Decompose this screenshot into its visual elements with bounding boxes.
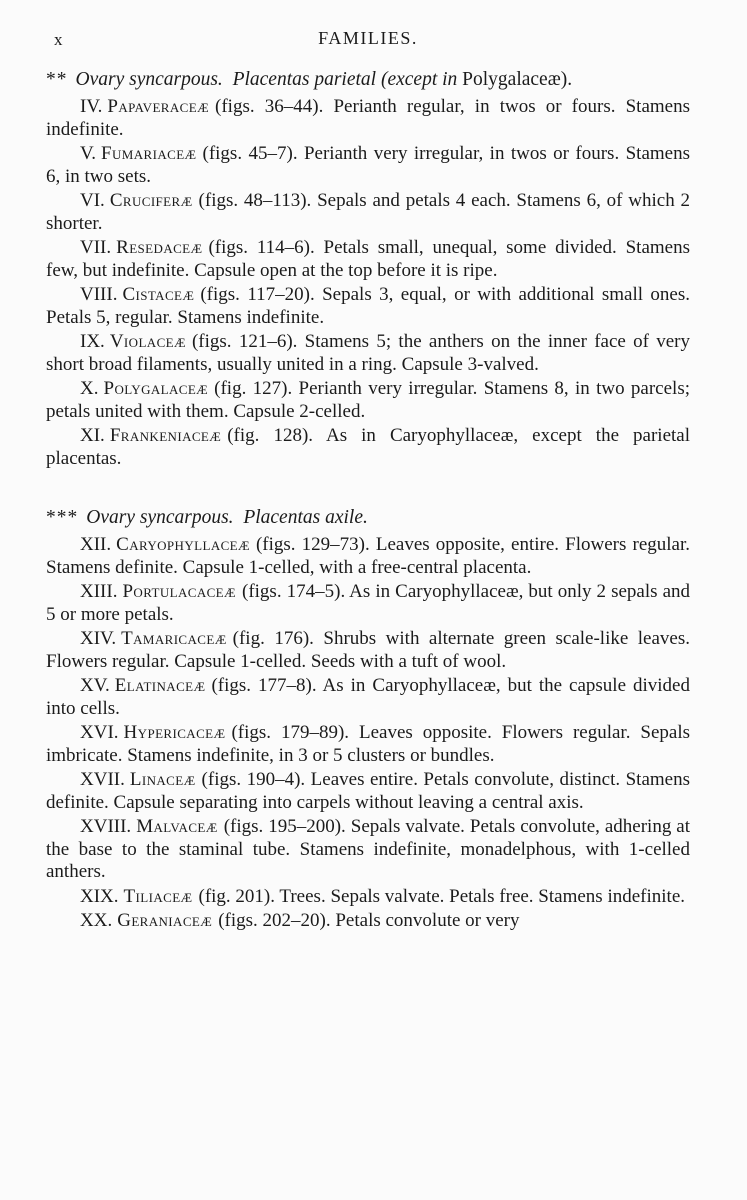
family-name: Polygalaceæ bbox=[103, 378, 209, 399]
family-entry bbox=[46, 143, 690, 188]
section-axile bbox=[46, 506, 690, 933]
family-entry bbox=[46, 96, 690, 141]
family-name: Frankeniaceæ bbox=[109, 425, 222, 446]
family-entry bbox=[46, 331, 690, 376]
heading-text-a: Ovary syncarpous. bbox=[75, 69, 223, 90]
family-number: XX. bbox=[80, 910, 113, 931]
heading-text-a: Ovary syncarpous. bbox=[86, 507, 234, 528]
section-parietal bbox=[46, 68, 690, 470]
family-description: (figs. 202–20). Petals convolute or very bbox=[218, 910, 520, 931]
family-number: VI. bbox=[80, 190, 105, 211]
family-entry bbox=[46, 722, 690, 767]
family-description: (figs. 114–6). Petals small, unequal, some divided. Stamens few, but indefinite. Capsule open at the top before it is ripe. bbox=[46, 237, 690, 281]
family-description: (figs. 121–6). Stamens 5; the anthers on the inner face of very short broad filaments, usually united in a ring. Capsule 3-valved. bbox=[46, 331, 690, 375]
family-name: Tamaricaceæ bbox=[121, 628, 227, 649]
family-number: XVII. bbox=[80, 769, 125, 790]
family-number: XV. bbox=[80, 675, 110, 696]
family-entry bbox=[46, 769, 690, 814]
family-description: (figs. 195–200). Sepals valvate. Petals convolute, adhering at the base to the staminal tube. Stamens indefinite, monadelphous, with 1-celled anthers. bbox=[46, 816, 690, 882]
family-number: XVI. bbox=[80, 722, 119, 743]
family-number: V. bbox=[80, 143, 97, 164]
book-page bbox=[46, 22, 690, 935]
family-entry bbox=[46, 378, 690, 423]
family-number: X. bbox=[80, 378, 99, 399]
family-number: XI. bbox=[80, 425, 105, 446]
heading-text-c: Polygalaceæ). bbox=[462, 69, 573, 90]
family-entry bbox=[46, 190, 690, 235]
family-name: Cistaceæ bbox=[122, 284, 195, 305]
family-description: (figs. 177–8). As in Caryophyllaceæ, but the capsule divided into cells. bbox=[46, 675, 690, 719]
family-name: Violaceæ bbox=[109, 331, 186, 352]
family-number: XIV. bbox=[80, 628, 117, 649]
family-entry bbox=[46, 284, 690, 329]
family-entry bbox=[46, 675, 690, 720]
family-description: (figs. 190–4). Leaves entire. Petals convolute, distinct. Stamens definite. Capsule separating into carpels without leaving a central axis. bbox=[46, 769, 690, 813]
family-name: Malvaceæ bbox=[136, 816, 218, 837]
family-entry bbox=[46, 816, 690, 884]
family-number: XVIII. bbox=[80, 816, 132, 837]
family-number: VIII. bbox=[80, 284, 118, 305]
family-description: (figs. 117–20). Sepals 3, equal, or with additional small ones. Petals 5, regular. Stamens indefinite. bbox=[46, 284, 690, 328]
family-entry bbox=[46, 237, 690, 282]
section-spacer bbox=[46, 472, 690, 498]
family-description: (fig. 127). Perianth very irregular. Stamens 8, in two parcels; petals united with them. Capsule 2-celled. bbox=[46, 378, 690, 422]
section-heading bbox=[46, 506, 690, 530]
heading-text-b: Placentas axile. bbox=[243, 507, 368, 528]
family-entry bbox=[46, 910, 690, 933]
family-entry bbox=[46, 886, 690, 909]
family-entry bbox=[46, 628, 690, 673]
family-description: (figs. 36–44). Perianth regular, in twos or fours. Stamens indefinite. bbox=[46, 96, 690, 140]
family-name: Portulacaceæ bbox=[122, 581, 236, 602]
family-number: VII. bbox=[80, 237, 112, 258]
family-name: Cruciferæ bbox=[109, 190, 193, 211]
family-name: Papaveraceæ bbox=[107, 96, 210, 117]
family-name: Tiliaceæ bbox=[123, 885, 193, 907]
family-number: IX. bbox=[80, 331, 105, 352]
family-name: Geraniaceæ bbox=[117, 910, 213, 931]
family-number: IV. bbox=[80, 96, 103, 117]
family-description: (figs. 45–7). Perianth very irregular, in twos or fours. Stamens 6, in two sets. bbox=[46, 143, 690, 187]
page-number: x bbox=[54, 30, 64, 49]
family-name: Caryophyllaceæ bbox=[116, 534, 250, 555]
family-name: Resedaceæ bbox=[116, 237, 203, 258]
section-heading bbox=[46, 68, 690, 92]
section-stars: *** bbox=[46, 507, 79, 528]
family-name: Fumariaceæ bbox=[101, 143, 197, 164]
heading-text-b: Placentas parietal (except in bbox=[232, 69, 458, 90]
family-name: Linaceæ bbox=[129, 769, 196, 790]
family-entry bbox=[46, 581, 690, 626]
family-description: (figs. 179–89). Leaves opposite. Flowers regular. Sepals imbricate. Stamens indefinite, in 3 or 5 clusters or bundles. bbox=[46, 722, 690, 766]
family-entry bbox=[46, 425, 690, 470]
running-title: FAMILIES. bbox=[318, 28, 418, 48]
family-number: XIII. bbox=[80, 581, 118, 602]
family-description: (figs. 174–5). As in Caryophyllaceæ, but only 2 sepals and 5 or more petals. bbox=[46, 581, 690, 625]
page-header bbox=[46, 22, 690, 60]
family-entry bbox=[46, 534, 690, 579]
family-description: (fig. 128). As in Caryophyllaceæ, except the parietal placentas. bbox=[46, 425, 690, 469]
section-stars: ** bbox=[46, 69, 68, 90]
family-number: XIX. bbox=[80, 885, 119, 907]
family-description: (figs. 48–113). Sepals and petals 4 each. Stamens 6, of which 2 shorter. bbox=[46, 190, 690, 234]
family-name: Elatinaceæ bbox=[114, 675, 206, 696]
family-description: (fig. 176). Shrubs with alternate green scale-like leaves. Flowers regular. Capsule 1-celled. Seeds with a tuft of wool. bbox=[46, 628, 690, 672]
family-name: Hypericaceæ bbox=[123, 722, 226, 743]
family-description: (figs. 129–73). Leaves opposite, entire. Flowers regular. Stamens definite. Capsule 1-celled, with a free-central placenta. bbox=[46, 534, 690, 578]
family-description: (fig. 201). Trees. Sepals valvate. Petals free. Stamens indefinite. bbox=[198, 885, 686, 907]
family-number: XII. bbox=[80, 534, 112, 555]
